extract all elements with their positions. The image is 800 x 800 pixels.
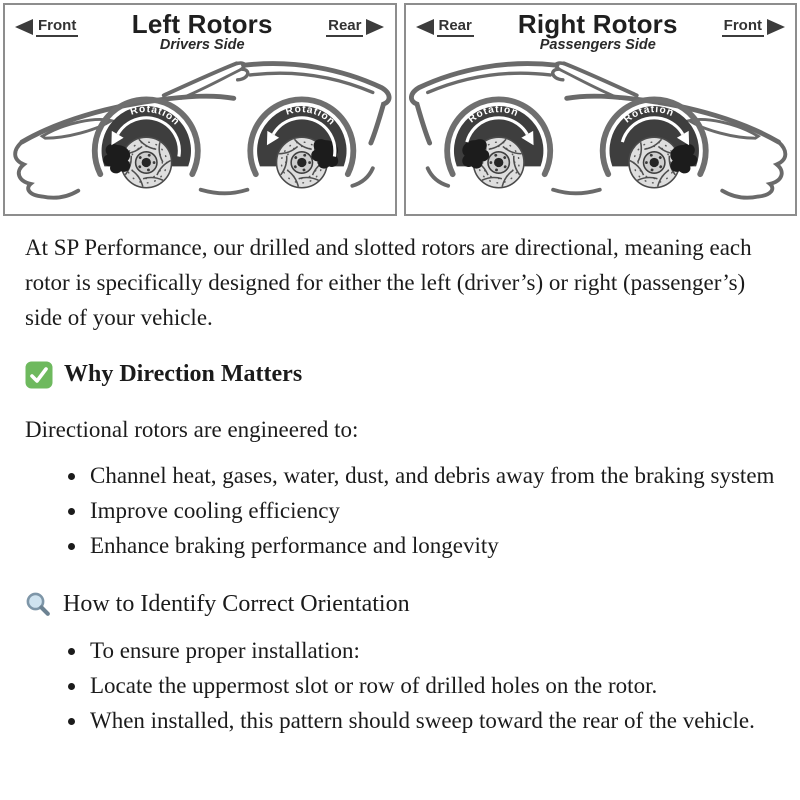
- rear-label: Rear: [437, 17, 474, 37]
- list-item: • Improve cooling efficiency: [88, 493, 780, 528]
- heading-text: Why Direction Matters: [64, 361, 303, 387]
- arrow-right-icon: [767, 19, 785, 35]
- arrow-left-icon: [416, 19, 434, 35]
- list-item: • Enhance braking performance and longevity: [88, 528, 780, 563]
- front-label: Front: [36, 17, 78, 37]
- front-label: Front: [722, 17, 764, 37]
- panel-title: Right Rotors: [517, 9, 678, 39]
- right-panel-titles: [518, 11, 678, 54]
- rear-label: Rear: [326, 17, 363, 37]
- front-direction-indicator: [15, 17, 78, 37]
- car-illustration: [15, 63, 389, 198]
- heading-text: How to Identify Correct Orientation: [63, 591, 410, 617]
- installation-list: [25, 633, 780, 738]
- front-direction-indicator: [722, 17, 785, 37]
- left-panel-header: [5, 9, 395, 54]
- benefits-list: [25, 458, 780, 563]
- rotor-direction-diagram: [0, 0, 800, 216]
- arrow-left-icon: [15, 19, 33, 35]
- rear-direction-indicator: [326, 17, 384, 37]
- rotation-label: Rotation: [465, 104, 520, 126]
- right-panel-header: [406, 9, 796, 54]
- list-item: • When installed, this pattern should sweep toward the rear of the vehicle.: [88, 703, 780, 738]
- rotation-label: Rotation: [621, 104, 676, 126]
- rotation-label: Rotation: [284, 103, 338, 128]
- right-rotors-panel: [404, 3, 798, 216]
- why-direction-matters-heading: [25, 357, 780, 392]
- panel-subtitle: Passengers Side: [539, 37, 656, 54]
- rotor-direction-article: [0, 230, 800, 738]
- left-rotors-panel: [3, 3, 397, 216]
- list-item: • Channel heat, gases, water, dust, and debris away from the braking system: [88, 458, 780, 493]
- car-illustration-mirrored: [411, 63, 785, 198]
- panel-subtitle: Drivers Side: [159, 37, 245, 54]
- list-item: • Locate the uppermost slot or row of drilled holes on the rotor.: [88, 668, 780, 703]
- intro-paragraph: At SP Performance, our drilled and slotted rotors are directional, meaning each rotor is specifically designed for either the left (driver’s) or right (passenger’s) side of your vehicle.: [25, 235, 752, 330]
- left-panel-titles: [132, 11, 273, 54]
- rotation-label: Rotation: [128, 103, 182, 128]
- engineered-to-lead: Directional rotors are engineered to:: [25, 417, 359, 442]
- identify-orientation-heading: [25, 587, 780, 622]
- arrow-right-icon: [366, 19, 384, 35]
- rear-direction-indicator: [416, 17, 474, 37]
- magnifying-glass-icon: [25, 591, 52, 618]
- panel-title: Left Rotors: [131, 9, 273, 39]
- check-mark-icon: [25, 361, 53, 389]
- list-item: • To ensure proper installation:: [88, 633, 780, 668]
